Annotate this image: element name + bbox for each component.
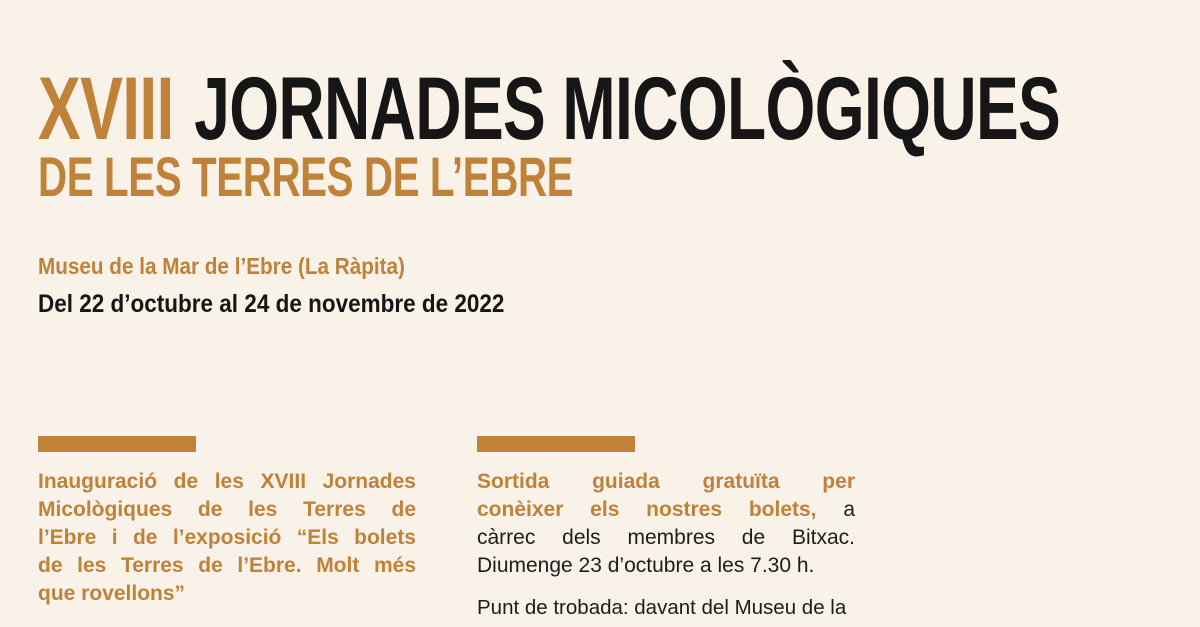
left-heading-line-2: Micològiques de les Terres de xyxy=(38,498,416,521)
left-heading-line-1: Inauguració de les XVIII Jornades xyxy=(38,470,416,493)
right-column xyxy=(477,436,855,627)
right-lead-line-4: Diumenge 23 d’octubre a les 7.30 h. xyxy=(477,554,815,577)
left-heading-line-5: que rovellons” xyxy=(38,582,186,605)
dates-text: Del 22 d’octubre al 24 de novembre de 2022 xyxy=(38,290,505,318)
left-heading-line-3: l’Ebre i de l’exposició “Els bolets xyxy=(38,526,416,549)
main-title xyxy=(38,58,1061,158)
meeting-point-text: Punt de trobada: davant del Museu de la xyxy=(477,596,847,619)
dates-line xyxy=(38,292,556,317)
left-column-heading xyxy=(38,468,416,608)
right-lead-line-2-rest: a xyxy=(816,498,855,521)
left-heading-line-4: de les Terres de l’Ebre. Molt més xyxy=(38,554,416,577)
right-lead-line-2 xyxy=(477,496,855,524)
venue-line xyxy=(38,255,446,278)
right-lead-line-1: Sortida guiada gratuïta per xyxy=(477,470,855,493)
accent-bar-left xyxy=(38,436,196,452)
right-column-lead xyxy=(477,468,855,580)
title-main-text: JORNADES MICOLÒGIQUES xyxy=(194,58,1061,158)
left-column xyxy=(38,436,416,608)
accent-bar-right xyxy=(477,436,635,452)
right-lead-line-2-highlight: conèixer els nostres bolets, xyxy=(477,498,817,521)
title-edition-numeral: XVIII xyxy=(38,58,174,158)
venue-text: Museu de la Mar de l’Ebre (La Ràpita) xyxy=(38,253,405,279)
subtitle: DE LES TERRES DE L’EBRE xyxy=(38,145,574,208)
right-lead-line-3: càrrec dels membres de Bitxac. xyxy=(477,526,855,549)
